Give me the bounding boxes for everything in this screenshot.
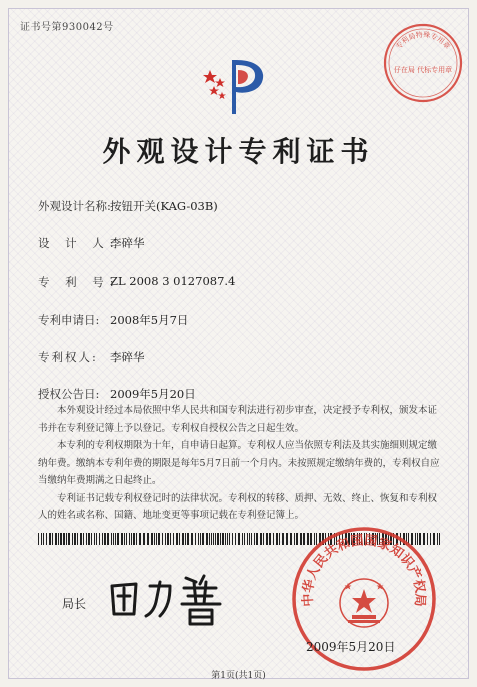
barcode-bar — [136, 533, 137, 545]
barcode-bar — [143, 533, 145, 545]
barcode-bar — [170, 533, 171, 545]
field-value-designer: 李碎华 — [110, 236, 145, 250]
barcode-bar — [151, 533, 153, 545]
barcode-bar — [179, 533, 180, 545]
barcode-bar — [41, 533, 42, 545]
body-paragraph-1: 本外观设计经过本局依照中华人民共和国专利法进行初步审查，决定授予专利权，颁发本证书并在专利登记簿上予以登记。专利权自授权公告之日起生效。 — [38, 405, 438, 434]
barcode-bar — [279, 533, 280, 545]
field-value-application-date: 2008年5月7日 — [110, 313, 189, 327]
barcode-bar — [158, 533, 160, 545]
field-value-grant-date: 2009年5月20日 — [110, 387, 196, 401]
barcode-bar — [269, 533, 271, 545]
barcode-bar — [249, 533, 250, 545]
barcode-bar — [229, 533, 230, 545]
top-seal-subtext: 仔在局 代标专用章 — [393, 66, 453, 74]
barcode-bar — [215, 533, 216, 545]
barcode-bar — [185, 533, 186, 545]
svg-text:专利局特殊专用章 — [394, 30, 453, 51]
barcode-bar — [213, 533, 214, 545]
certificate-number: 证书号第930042号 — [20, 22, 114, 33]
barcode-bar — [77, 533, 78, 545]
top-seal-stamp — [382, 22, 464, 104]
barcode-bar — [91, 533, 92, 545]
barcode-bar — [66, 533, 67, 545]
barcode-bar — [195, 533, 196, 545]
barcode-bar — [282, 533, 284, 545]
field-value-patentee: 李碎华 — [110, 350, 145, 364]
field-label-patentee: 专利权人: — [38, 350, 98, 364]
barcode-bar — [225, 533, 226, 545]
barcode-bar — [254, 533, 255, 545]
certificate-title: 外观设计专利证书 — [102, 135, 375, 168]
barcode-bar — [162, 533, 163, 545]
barcode-bar — [263, 533, 264, 545]
barcode-bar — [222, 533, 224, 545]
barcode-bar — [58, 533, 59, 545]
field-label-designer: 设 计 人: — [38, 236, 120, 250]
barcode-bar — [74, 533, 76, 545]
barcode-bar — [173, 533, 174, 545]
barcode-bar — [154, 533, 155, 545]
barcode-bar — [111, 533, 112, 545]
page-footer: 第1页(共1页) — [211, 671, 266, 681]
barcode-bar — [63, 533, 65, 545]
field-label-grant-date: 授权公告日: — [38, 387, 100, 401]
barcode-bar — [68, 533, 70, 545]
barcode-bar — [247, 533, 248, 545]
barcode-bar — [43, 533, 44, 545]
field-value-patent-number: ZL 2008 3 0127087.4 — [110, 274, 236, 288]
barcode-bar — [49, 533, 51, 545]
director-signature — [104, 568, 244, 630]
barcode-bar — [96, 533, 97, 545]
seal-date: 2009年5月20日 — [306, 640, 396, 654]
barcode-bar — [206, 533, 208, 545]
barcode-bar — [244, 533, 245, 545]
barcode-bar — [165, 533, 166, 545]
barcode-bar — [133, 533, 135, 545]
barcode-bar — [131, 533, 132, 545]
barcode-bar — [94, 533, 95, 545]
barcode-bar — [102, 533, 103, 545]
director-label: 局长 — [62, 597, 87, 611]
seal-arc-text: 中华人民共和国国家知识产权局 — [300, 533, 428, 608]
barcode-bar — [211, 533, 212, 545]
top-seal-text: 专利局特殊专用章 — [394, 30, 452, 51]
barcode-bar — [72, 533, 73, 545]
barcode-bar — [104, 533, 106, 545]
barcode-bar — [38, 533, 39, 545]
barcode-bar — [176, 533, 178, 545]
barcode-bar — [156, 533, 157, 545]
barcode-bar — [256, 533, 258, 545]
barcode-bar — [198, 533, 199, 545]
barcode-bar — [124, 533, 125, 545]
barcode-bar — [238, 533, 240, 545]
barcode-bar — [126, 533, 127, 545]
barcode-bar — [182, 533, 184, 545]
barcode-bar — [60, 533, 62, 545]
barcode-bar — [191, 533, 193, 545]
body-paragraph-2: 本专利的专利权期限为十年，自申请日起算。专利权人应当依照专利法及其实施细则规定缴纳年费。缴纳本专利年费的期限是每年5月7日前一个月内。未按照规定缴纳年费的，专利权自应当缴纳年费期满之日起终止。 — [38, 440, 440, 486]
barcode-bar — [200, 533, 201, 545]
barcode-bar — [52, 533, 53, 545]
barcode-bar — [187, 533, 189, 545]
barcode-bar — [202, 533, 204, 545]
barcode-bar — [139, 533, 141, 545]
barcode-bar — [286, 533, 288, 545]
barcode-bar — [217, 533, 219, 545]
barcode-bar — [227, 533, 228, 545]
barcode-bar — [209, 533, 210, 545]
barcode-bar — [147, 533, 149, 545]
barcode-bar — [99, 533, 100, 545]
barcode-bar — [83, 533, 84, 545]
barcode-bar — [46, 533, 47, 545]
barcode-bar — [242, 533, 243, 545]
field-label-application-date: 专利申请日: — [38, 313, 100, 327]
field-value-design-name: 按钮开关(KAG-03B) — [110, 199, 218, 213]
barcode-bar — [86, 533, 87, 545]
certificate-body — [38, 402, 440, 525]
barcode-bar — [260, 533, 262, 545]
barcode-bar — [129, 533, 130, 545]
barcode-bar — [266, 533, 268, 545]
body-paragraph-3: 专利证书记载专利权登记时的法律状况。专利权的转移、质押、无效、终止、恢复和专利权人的姓名或名称、国籍、地址变更等事项记载在专利登记簿上。 — [38, 492, 438, 521]
barcode-bar — [220, 533, 221, 545]
field-label-design-name: 外观设计名称: — [38, 199, 111, 213]
barcode-bar — [117, 533, 119, 545]
barcode-bar — [276, 533, 278, 545]
barcode-bar — [167, 533, 169, 545]
barcode-bar — [439, 533, 440, 545]
barcode-bar — [107, 533, 109, 545]
barcode-bar — [113, 533, 114, 545]
barcode-bar — [88, 533, 90, 545]
field-label-patent-number: 专 利 号: — [38, 275, 120, 289]
barcode-bar — [235, 533, 236, 545]
barcode-bar — [251, 533, 252, 545]
barcode-bar — [121, 533, 123, 545]
barcode-bar — [115, 533, 116, 545]
barcode-bar — [232, 533, 233, 545]
barcode-bar — [80, 533, 82, 545]
barcode-bar — [273, 533, 274, 545]
barcode-bar — [55, 533, 57, 545]
patent-office-emblem — [200, 56, 270, 118]
